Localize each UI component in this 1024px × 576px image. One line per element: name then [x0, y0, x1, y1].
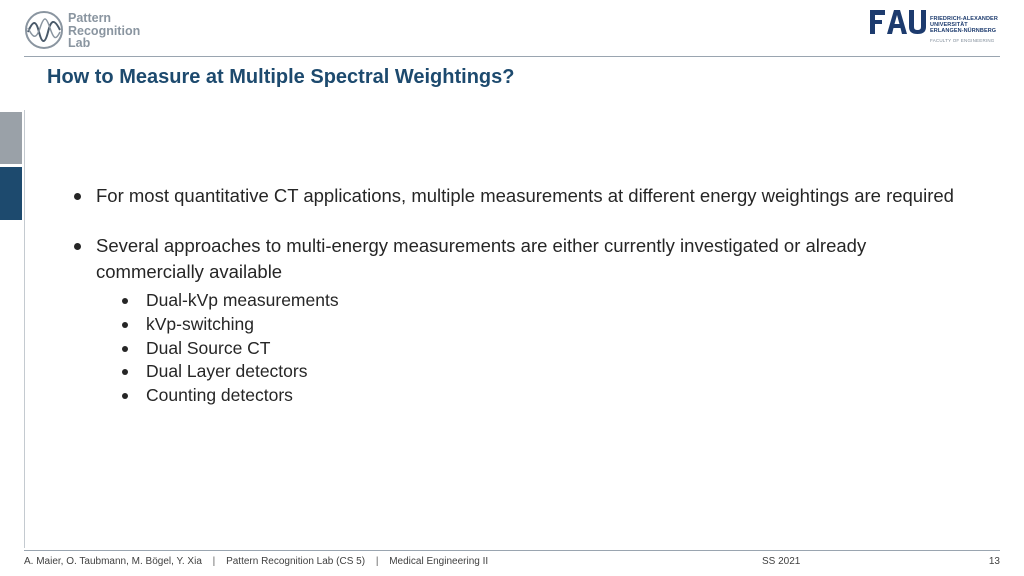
lab-logo-text: [68, 12, 140, 50]
fau-logo: [870, 10, 1000, 46]
sub-bullet-dot-icon: [122, 346, 128, 352]
sub-bullet-list: [72, 289, 972, 408]
bullet-dot-icon: [74, 243, 81, 250]
sub-bullet-dot-icon: [122, 322, 128, 328]
fau-university-name: [930, 16, 998, 34]
bullet-dot-icon: [74, 193, 81, 200]
sub-bullet-item: [122, 313, 972, 337]
sub-bullet-text: Dual Layer detectors: [146, 361, 308, 382]
side-accent-gray: [0, 112, 22, 164]
footer-info: [24, 556, 488, 567]
sub-bullet-text: kVp-switching: [146, 313, 254, 334]
sub-bullet-dot-icon: [122, 393, 128, 399]
bullet-text: For most quantitative CT applications, multiple measurements at different energy weightings are required: [96, 185, 954, 206]
lab-logo-icon: [24, 10, 64, 50]
bullet-text: Several approaches to multi-energy measurements are either currently investigated or already commercially available: [96, 235, 867, 282]
footer-lab: Pattern Recognition Lab (CS 5): [226, 556, 366, 567]
footer-authors: A. Maier, O. Taubmann, M. Bögel, Y. Xia: [24, 556, 202, 567]
fau-faculty: FACULTY OF ENGINEERING: [930, 38, 995, 43]
page-number: 13: [988, 556, 1000, 567]
sub-bullet-item: [122, 384, 972, 408]
fau-mark-icon: [870, 10, 926, 34]
lab-logo-line: Lab: [68, 36, 91, 50]
sub-bullet-text: Dual Source CT: [146, 337, 271, 358]
sub-bullet-item: [122, 360, 972, 384]
lab-logo-line: Recognition: [68, 23, 141, 38]
bullet-item: [72, 233, 972, 285]
pattern-recognition-lab-logo: [24, 10, 184, 54]
lab-logo-line: Pattern: [68, 11, 112, 25]
bullet-item: [72, 183, 972, 209]
footer-term: SS 2021: [762, 556, 801, 567]
footer-course: Medical Engineering II: [389, 556, 489, 567]
fau-name-line: UNIVERSITÄT: [930, 22, 968, 28]
side-accent-blue: [0, 167, 22, 220]
slide-footer: [24, 556, 1000, 570]
footer-separator: |: [212, 556, 216, 567]
fau-name-line: ERLANGEN-NÜRNBERG: [930, 28, 997, 34]
header-divider: [24, 56, 1000, 57]
slide-content: [72, 183, 972, 408]
sub-bullet-dot-icon: [122, 298, 128, 304]
sub-bullet-dot-icon: [122, 369, 128, 375]
footer-separator: |: [375, 556, 379, 567]
footer-divider: [24, 550, 1000, 551]
sub-bullet-text: Counting detectors: [146, 385, 293, 406]
sub-bullet-item: [122, 289, 972, 313]
sub-bullet-item: [122, 337, 972, 361]
sub-bullet-text: Dual-kVp measurements: [146, 290, 339, 310]
slide-title: How to Measure at Multiple Spectral Weightings?: [47, 66, 515, 88]
fau-name-line: FRIEDRICH-ALEXANDER: [930, 16, 998, 22]
